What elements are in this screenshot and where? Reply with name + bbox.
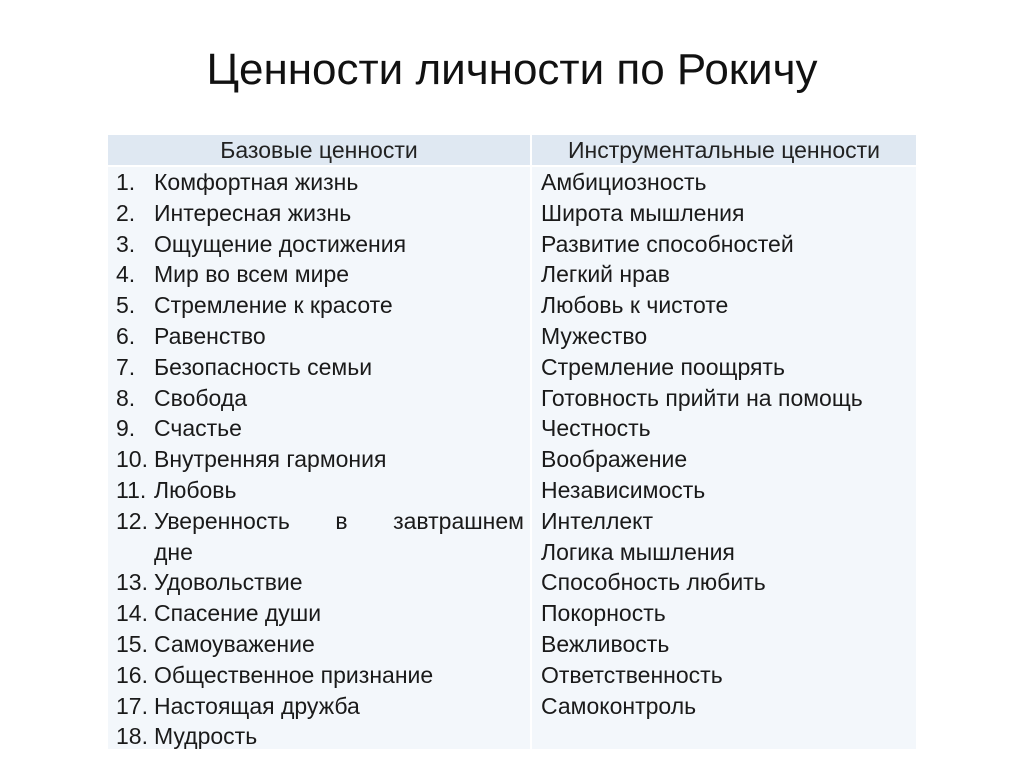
item-number: 9. [116,415,136,442]
list-item [116,259,524,290]
list-item: Развитие способностей [541,230,794,257]
item-number: 18. [116,723,148,750]
instrumental-values-list [541,167,911,721]
item-number: 12. [116,507,148,534]
item-text: Любовь [154,476,237,503]
list-item: Стремление поощрять [541,353,785,380]
list-item: Амбициозность [541,169,707,195]
item-text-line-1 [154,506,524,537]
item-text: Спасение души [154,600,322,627]
list-item [116,567,524,598]
item-text: Комфортная жизнь [154,169,359,195]
item-word: завтрашнем [393,507,524,534]
list-item [116,321,524,352]
item-text: Ощущение достижения [154,230,407,257]
item-number: 6. [116,322,136,349]
list-item [116,598,524,629]
item-number: 8. [116,384,136,411]
item-text: Безопасность семьи [154,353,373,380]
item-number: 16. [116,661,148,688]
item-text-line-2: дне [154,538,193,565]
item-number: 7. [116,353,136,380]
item-text: Интересная жизнь [154,199,352,226]
list-item: Ответственность [541,661,723,688]
list-item [116,691,524,722]
item-number: 17. [116,692,148,719]
basic-values-list [116,167,524,752]
list-item [116,383,524,414]
header-instrumental-values: Инструментальные ценности [532,135,916,165]
item-text [154,506,524,568]
item-text: Свобода [154,384,248,411]
item-number: 5. [116,292,136,319]
list-item [116,629,524,660]
list-item [116,413,524,444]
list-item: Любовь к чистоте [541,292,729,319]
item-word: в [335,507,348,534]
header-basic-values: Базовые ценности [108,135,530,165]
item-text: Настоящая дружба [154,692,360,719]
item-number: 10. [116,446,148,473]
list-item: Независимость [541,476,706,503]
list-item: Логика мышления [541,538,735,565]
list-item [116,721,524,752]
item-text: Равенство [154,322,266,349]
page-title: Ценности личности по Рокичу [206,45,818,94]
list-item: Воображение [541,446,688,473]
list-item [116,506,524,568]
list-item: Самоконтроль [541,692,697,719]
list-item: Легкий нрав [541,261,670,288]
list-item: Готовность прийти на помощь [541,384,863,411]
list-item: Мужество [541,322,648,349]
list-item: Покорность [541,600,666,627]
list-item [116,475,524,506]
item-text: Стремление к красоте [154,292,393,319]
item-number: 15. [116,630,148,657]
item-number: 3. [116,230,136,257]
list-item: Способность любить [541,569,766,596]
list-item [116,229,524,260]
list-item [116,167,524,198]
values-table [108,135,916,749]
item-text: Удовольствие [154,569,303,596]
item-text: Счастье [154,415,242,442]
list-item [116,352,524,383]
item-number: 4. [116,261,136,288]
item-word: Уверенность [154,507,290,534]
item-text: Общественное признание [154,661,434,688]
item-number: 1. [116,169,136,195]
item-number: 2. [116,199,136,226]
column-divider [530,135,532,749]
item-number: 13. [116,569,148,596]
list-item [116,290,524,321]
list-item [116,198,524,229]
list-item: Широта мышления [541,199,745,226]
list-item: Честность [541,415,651,442]
item-number: 14. [116,600,148,627]
list-item [116,660,524,691]
item-number: 11. [116,476,147,503]
list-item: Вежливость [541,630,670,657]
item-text: Мир во всем мире [154,261,350,288]
item-text: Внутренняя гармония [154,446,387,473]
list-item: Интеллект [541,507,654,534]
item-text: Мудрость [154,723,258,750]
item-text: Самоуважение [154,630,315,657]
list-item [116,444,524,475]
